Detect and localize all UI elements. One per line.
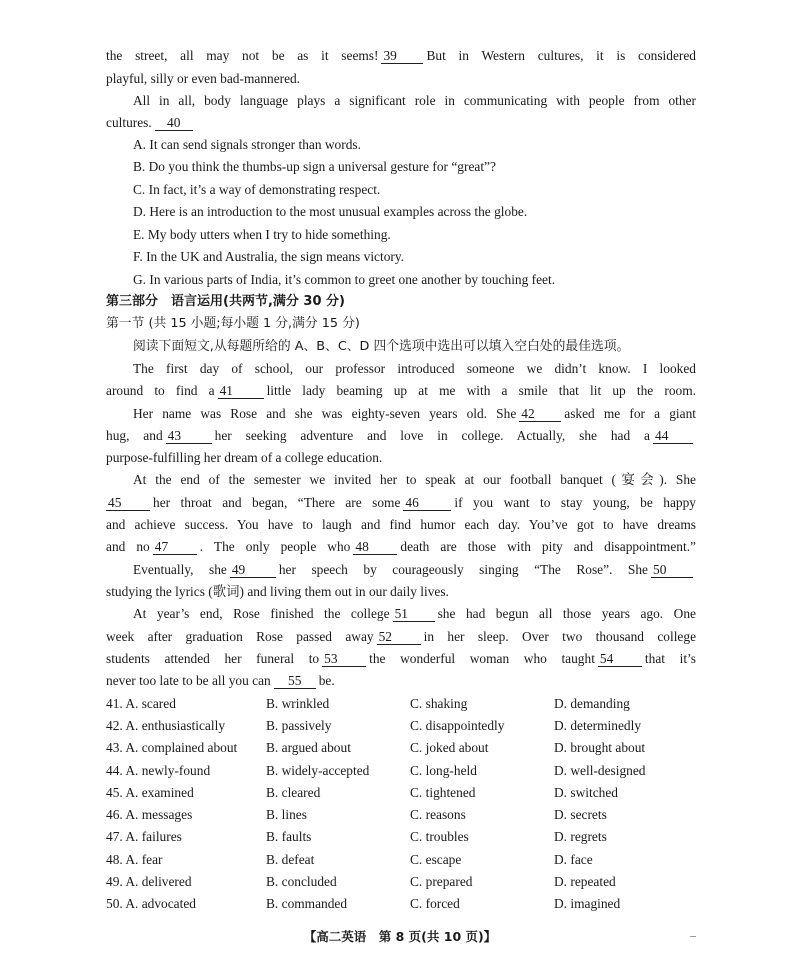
text: hug, and (106, 428, 163, 443)
passage-line (106, 628, 696, 646)
passage-line (133, 605, 696, 623)
text: Her name was Rose and she was eighty-seven years old. She (133, 406, 517, 421)
option-d: D. face (554, 852, 593, 867)
text: her seeking adventure and love in college. Actually, she had a (214, 428, 650, 443)
text: around to find a (106, 383, 215, 398)
passage-line (106, 672, 696, 690)
passage-line: All in all, body language plays a significant role in communicating with people from other (133, 93, 696, 108)
blank-54: 54 (598, 651, 642, 667)
option-b: B. concluded (266, 874, 337, 889)
option-a: 41. A. scared (106, 696, 176, 711)
blank-46: 46 (403, 495, 451, 511)
text: her speech by courageously singing “The Rose”. She (278, 562, 648, 577)
option-d: D. Here is an introduction to the most unusual examples across the globe. (133, 204, 528, 219)
blank-49: 49 (230, 562, 276, 578)
option-d: D. imagined (554, 896, 621, 911)
text: Eventually, she (133, 562, 227, 577)
option-c: C. prepared (410, 874, 473, 889)
passage-line: At the end of the semester we invited her to speak at our football banquet (宴会). She (133, 472, 696, 487)
option-d: D. demanding (554, 696, 630, 711)
blank-40: 40 (155, 115, 193, 131)
passage-line (106, 114, 696, 132)
text: never too late to be all you can (106, 673, 271, 688)
text: in her sleep. Over two thousand college (423, 629, 697, 644)
blank-51: 51 (393, 606, 435, 622)
option-a: 43. A. complained about (106, 740, 238, 755)
text: cultures. (106, 115, 152, 130)
text: little lady beaming up at me with a smile that lit up the room. (266, 383, 696, 398)
option-a: 50. A. advocated (106, 896, 196, 911)
passage-line: The first day of school, our professor introduced someone we didn’t know. I looked (133, 361, 696, 376)
text: her throat and began, “There are some (153, 495, 401, 510)
option-c: C. joked about (410, 740, 489, 755)
option-c: C. long-held (410, 763, 477, 778)
option-d: D. switched (554, 785, 618, 800)
blank-52: 52 (377, 629, 421, 645)
option-b: B. passively (266, 718, 332, 733)
section-title: 第三部分 语言运用(共两节,满分 30 分) (106, 294, 345, 309)
option-b: B. lines (266, 807, 307, 822)
passage-line (133, 561, 696, 579)
option-d: D. well-designed (554, 763, 646, 778)
option-a: 45. A. examined (106, 785, 194, 800)
option-a: 44. A. newly-found (106, 763, 211, 778)
option-c: C. tightened (410, 785, 476, 800)
text: students attended her funeral to (106, 651, 320, 666)
passage-line: studying the lyrics (歌词) and living them out in our daily lives. (106, 584, 449, 599)
option-a: 49. A. delivered (106, 874, 192, 889)
text: the street, all may not be as it seems! (106, 48, 379, 63)
passage-line: purpose-fulfilling her dream of a college education. (106, 450, 383, 465)
text: death are those with pity and disappointment.” (400, 539, 696, 554)
passage-line (106, 538, 696, 556)
blank-39: 39 (381, 48, 423, 64)
option-a: 42. A. enthusiastically (106, 718, 226, 733)
option-c: C. disappointedly (410, 718, 505, 733)
text: she had begun all those years ago. One (437, 606, 696, 621)
option-c: C. reasons (410, 807, 466, 822)
corner-mark: – (690, 928, 696, 942)
option-d: D. regrets (554, 829, 607, 844)
option-b: B. faults (266, 829, 312, 844)
option-a: 48. A. fear (106, 852, 163, 867)
option-d: D. secrets (554, 807, 607, 822)
blank-42: 42 (519, 406, 561, 422)
passage-line (133, 405, 696, 423)
section-subtitle: 第一节 (共 15 小题;每小题 1 分,满分 15 分) (106, 316, 360, 331)
blank-50: 50 (651, 562, 693, 578)
option-b: B. commanded (266, 896, 348, 911)
text: and no (106, 539, 150, 554)
passage-line: playful, silly or even bad-mannered. (106, 71, 301, 86)
blank-43: 43 (166, 428, 212, 444)
option-b: B. widely-accepted (266, 763, 370, 778)
blank-48: 48 (353, 539, 397, 555)
option-d: D. repeated (554, 874, 616, 889)
option-b: B. Do you think the thumbs-up sign a universal gesture for “great”? (133, 159, 496, 174)
blank-47: 47 (153, 539, 197, 555)
option-c: C. troubles (410, 829, 469, 844)
option-b: B. defeat (266, 852, 315, 867)
passage-line (106, 382, 696, 400)
option-d: D. brought about (554, 740, 646, 755)
text: if you want to stay young, be happy (454, 495, 696, 510)
blank-55: 55 (274, 673, 316, 689)
text: the wonderful woman who taught (369, 651, 595, 666)
text: be. (318, 673, 335, 688)
option-c: C. escape (410, 852, 462, 867)
option-c: C. forced (410, 896, 460, 911)
option-a: A. It can send signals stronger than words. (133, 137, 361, 152)
option-c: C. In fact, it’s a way of demonstrating respect. (133, 182, 381, 197)
option-g: G. In various parts of India, it’s common to greet one another by touching feet. (133, 272, 556, 287)
text: At year’s end, Rose finished the college (133, 606, 390, 621)
option-d: D. determinedly (554, 718, 642, 733)
passage-line (106, 427, 696, 445)
text: . The only people who (199, 539, 351, 554)
blank-44: 44 (653, 428, 693, 444)
option-a: 46. A. messages (106, 807, 193, 822)
option-b: B. argued about (266, 740, 351, 755)
text: But in Western cultures, it is considered (426, 48, 697, 63)
blank-53: 53 (322, 651, 366, 667)
option-a: 47. A. failures (106, 829, 182, 844)
text: week after graduation Rose passed away (106, 629, 374, 644)
text: asked me for a giant (564, 406, 696, 421)
option-f: F. In the UK and Australia, the sign means victory. (133, 249, 405, 264)
blank-41: 41 (218, 383, 264, 399)
option-b: B. wrinkled (266, 696, 330, 711)
blank-45: 45 (106, 495, 150, 511)
passage-line: and achieve success. You have to laugh and find humor each day. You’ve got to have dreams (106, 517, 696, 532)
option-b: B. cleared (266, 785, 321, 800)
section-instruction: 阅读下面短文,从每题所给的 A、B、C、D 四个选项中选出可以填入空白处的最佳选项。 (133, 339, 630, 354)
passage-line (106, 47, 696, 65)
page-footer: 【高二英语 第 8 页(共 10 页)】 (303, 929, 497, 944)
text: that it’s (644, 651, 696, 666)
option-e: E. My body utters when I try to hide something. (133, 227, 391, 242)
option-c: C. shaking (410, 696, 468, 711)
passage-line (106, 650, 696, 668)
passage-line (106, 494, 696, 512)
